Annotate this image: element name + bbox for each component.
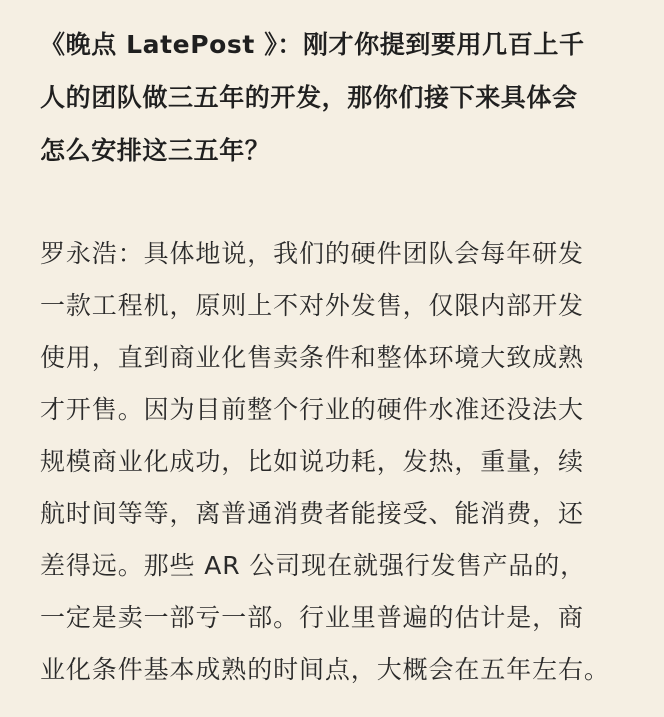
answer-line: 规模商业化成功，比如说功耗，发热，重量，续	[40, 447, 584, 476]
answer-line: 罗永浩：具体地说，我们的硬件团队会每年研发	[40, 239, 584, 268]
answer-line: 一定是卖一部亏一部。行业里普遍的估计是，商	[40, 603, 584, 632]
question-line: 人的团队做三五年的开发，那你们接下来具体会	[40, 83, 578, 112]
answer-line: 一款工程机，原则上不对外发售，仅限内部开发	[40, 291, 584, 320]
question-line: 怎么安排这三五年？	[40, 136, 271, 165]
article-body	[40, 18, 630, 696]
answer-line: 航时间等等，离普通消费者能接受、能消费，还	[40, 499, 584, 528]
answer-line: 使用，直到商业化售卖条件和整体环境大致成熟	[40, 343, 584, 372]
question-speaker: 《晚点 LatePost 》：	[40, 30, 303, 59]
answer-line: 差得远。那些 AR 公司现在就强行发售产品的，	[40, 551, 587, 580]
interview-question	[40, 18, 630, 177]
answer-line: 才开售。因为目前整个行业的硬件水准还没法大	[40, 395, 584, 424]
question-line	[40, 18, 630, 71]
question-text: 刚才你提到要用几百上千	[302, 30, 585, 59]
interview-answer	[40, 228, 630, 696]
answer-line: 业化条件基本成熟的时间点，大概会在五年左右。	[40, 655, 610, 684]
